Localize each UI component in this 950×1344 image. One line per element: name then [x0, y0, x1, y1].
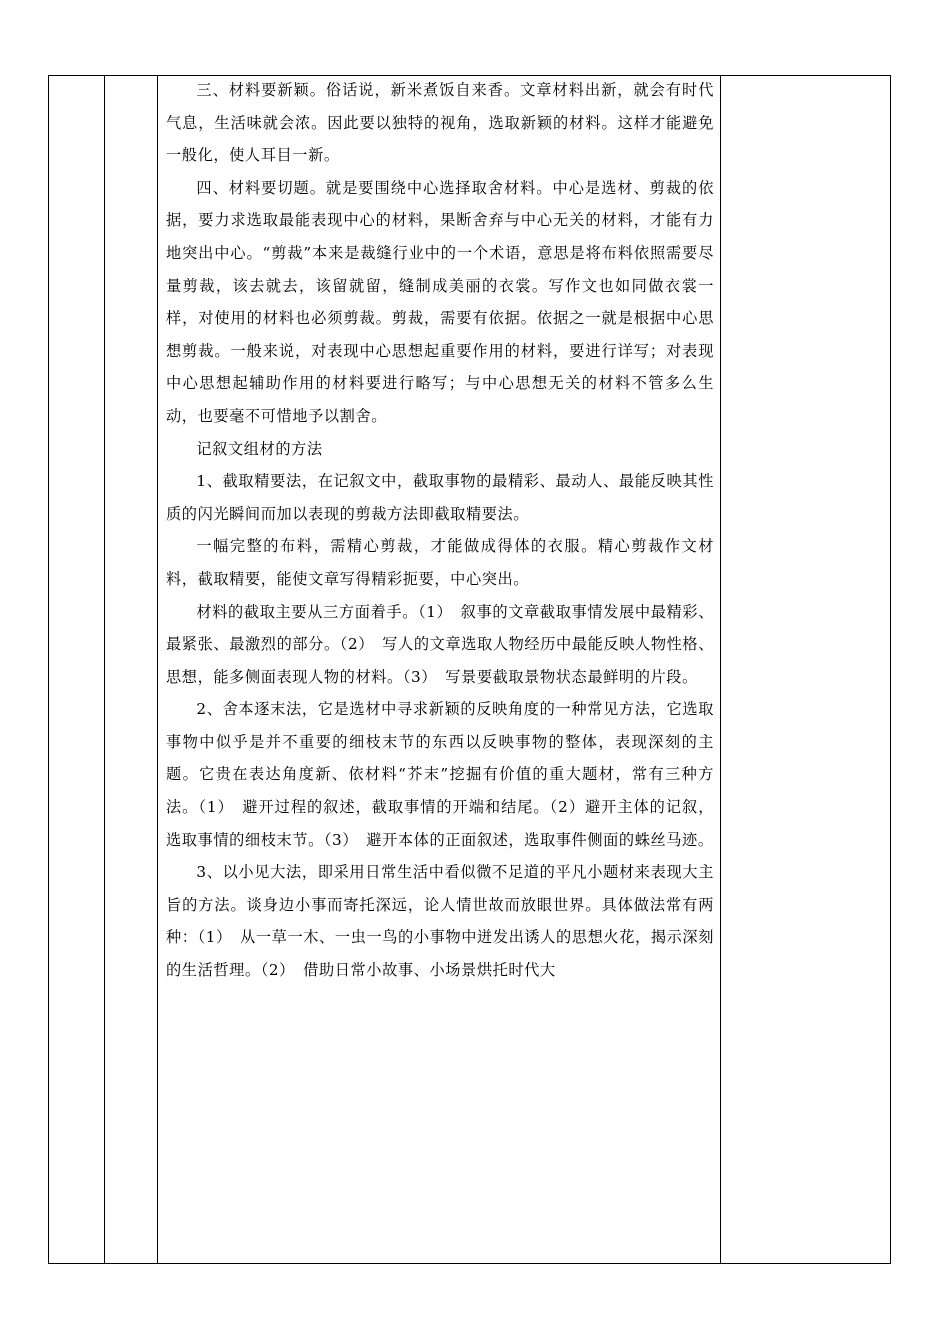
- content-cell: [166, 75, 714, 987]
- column-divider-1: [104, 75, 105, 1264]
- section-heading: 记叙文组材的方法: [196, 439, 323, 458]
- paragraph: 2、舍本逐末法，它是选材中寻求新颖的反映角度的一种常见方法，它选取事物中似乎是并不重要的细枝末节的东西以反映事物的整体，表现深刻的主题。它贵在表达角度新、依材料“芥末”挖掘有价值的重大题材，常有三种方法。（1） 避开过程的叙述，截取事情的开端和结尾。（2）避开主体的记叙，选取事情的细枝末节。（3） 避开本体的正面叙述，选取事件侧面的蛛丝马迹。: [166, 700, 714, 849]
- paragraph: 1、截取精要法，在记叙文中，截取事物的最精彩、最动人、最能反映其性质的闪光瞬间而加以表现的剪裁方法即截取精要法。: [166, 472, 714, 523]
- paragraph: 材料的截取主要从三方面着手。（1） 叙事的文章截取事情发展中最精彩、最紧张、最激烈的部分。（2） 写人的文章选取人物经历中最能反映人物性格、思想，能多侧面表现人物的材料。（3） 写景要截取景物状态最鲜明的片段。: [166, 602, 714, 686]
- column-divider-3: [720, 75, 721, 1264]
- paragraph: 3、以小见大法，即采用日常生活中看似微不足道的平凡小题材来表现大主旨的方法。谈身边小事而寄托深远，论人情世故而放眼世界。具体做法常有两种：（1） 从一草一木、一虫一鸟的小事物中迸发出诱人的思想火花，揭示深刻的生活哲理。（2） 借助日常小故事、小场景烘托时代大: [166, 863, 714, 980]
- paragraph: 四、材料要切题。就是要围绕中心选择取舍材料。中心是选材、剪裁的依据，要力求选取最能表现中心的材料，果断舍弃与中心无关的材料，才能有力地突出中心。“剪裁”本来是裁缝行业中的一个术语，意思是将布料依照需要尽量剪裁，该去就去，该留就留，缝制成美丽的衣裳。写作文也如同做衣裳一样，对使用的材料也必须剪裁。剪裁，需要有依据。依据之一就是根据中心思想剪裁。一般来说，对表现中心思想起重要作用的材料，要进行详写；对表现中心思想起辅助作用的材料要进行略写；与中心思想无关的材料不管多么生动，也要毫不可惜地予以割舍。: [166, 178, 714, 425]
- column-divider-2: [157, 75, 158, 1264]
- paragraph: 三、材料要新颖。俗话说，新米煮饭自来香。文章材料出新，就会有时代气息，生活味就会浓。因此要以独特的视角，选取新颖的材料。这样才能避免一般化，使人耳目一新。: [166, 81, 714, 165]
- paragraph: 一幅完整的布料，需精心剪裁，才能做成得体的衣服。精心剪裁作文材料，截取精要，能使文章写得精彩扼要，中心突出。: [166, 537, 714, 588]
